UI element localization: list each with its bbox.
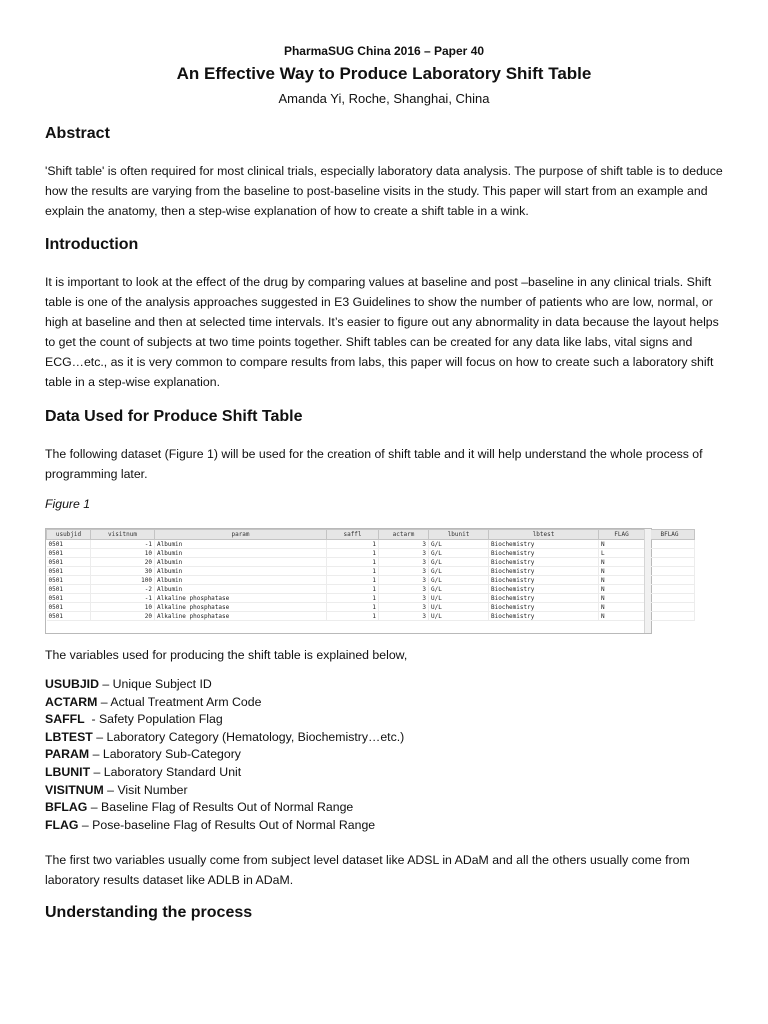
variable-name: ACTARM [45, 694, 98, 709]
variable-description: Actual Treatment Arm Code [110, 694, 262, 709]
table-cell-bflag [645, 567, 695, 576]
table-cell-flag: N [599, 603, 645, 612]
variable-description: Laboratory Standard Unit [103, 764, 242, 779]
table-cell-param: Albumin [155, 567, 327, 576]
table-cell-bflag [645, 549, 695, 558]
variable-item [45, 817, 404, 835]
table-body [47, 540, 695, 621]
introduction-heading: Introduction [45, 236, 139, 253]
table-cell-saffl: 1 [327, 558, 379, 567]
table-row [47, 567, 695, 576]
table-cell-flag: N [599, 612, 645, 621]
table-cell-visitnum: 20 [91, 612, 155, 621]
table-cell-param: Albumin [155, 576, 327, 585]
table-cell-lbunit: U/L [429, 612, 489, 621]
table-cell-param: Albumin [155, 540, 327, 549]
variable-name: LBUNIT [45, 764, 91, 779]
column-header-usubjid: usubjid [47, 530, 91, 540]
table-cell-param: Alkaline phosphatase [155, 603, 327, 612]
table-cell-bflag [645, 594, 695, 603]
table-row [47, 540, 695, 549]
variable-name: VISITNUM [45, 782, 104, 797]
abstract-text: 'Shift table' is often required for most clinical trials, especially laboratory data analysis. The purpose of shift table is to deduce how the results are varying from the baseline to post-baseline visits in the study. This paper will start from an example and explain the anatomy, then a step-wise explanation of how to create a shift table in a wink. [45, 164, 723, 218]
column-header-visitnum: visitnum [91, 530, 155, 540]
table-cell-actarm: 3 [379, 567, 429, 576]
table-cell-lbunit: G/L [429, 549, 489, 558]
table-cell-param: Albumin [155, 558, 327, 567]
table-cell-flag: N [599, 540, 645, 549]
table-cell-lbtest: Biochemistry [489, 549, 599, 558]
variable-item [45, 711, 404, 729]
table-cell-usubjid: 0501 [47, 567, 91, 576]
variable-name: USUBJID [45, 677, 99, 691]
column-header-bflag: BFLAG [645, 530, 695, 540]
table-cell-lbunit: G/L [429, 540, 489, 549]
variables-closing: The first two variables usually come from subject level dataset like ADSL in ADaM and all the others usually come from laboratory results dataset like ADLB in ADaM. [45, 853, 690, 887]
paper-title: An Effective Way to Produce Laboratory Shift Table [176, 64, 592, 83]
table-cell-lbtest: Biochemistry [489, 540, 599, 549]
variable-description: Pose-baseline Flag of Results Out of Normal Range [92, 817, 376, 832]
table-cell-usubjid: 0501 [47, 594, 91, 603]
table-cell-lbunit: G/L [429, 576, 489, 585]
figure-label: Figure 1 [45, 497, 91, 511]
table-cell-bflag [645, 612, 695, 621]
table-cell-lbunit: G/L [429, 558, 489, 567]
table-cell-usubjid: 0501 [47, 549, 91, 558]
table-cell-usubjid: 0501 [47, 540, 91, 549]
table-cell-bflag [645, 558, 695, 567]
table-cell-actarm: 3 [379, 558, 429, 567]
table-cell-visitnum: 20 [91, 558, 155, 567]
table-cell-actarm: 3 [379, 549, 429, 558]
variable-separator: – [78, 817, 93, 832]
column-header-lbunit: lbunit [429, 530, 489, 540]
variable-description: Laboratory Category (Hematology, Biochemistry…etc.) [106, 729, 405, 744]
table-cell-bflag [645, 585, 695, 594]
figure-scrollbar [644, 529, 651, 633]
variable-separator: – [89, 747, 103, 762]
table-cell-lbunit: G/L [429, 585, 489, 594]
variable-item [45, 764, 404, 782]
variable-item [45, 729, 404, 747]
table-cell-usubjid: 0501 [47, 603, 91, 612]
table-cell-actarm: 3 [379, 585, 429, 594]
table-cell-param: Alkaline phosphatase [155, 594, 327, 603]
variable-description: Visit Number [117, 782, 188, 797]
table-cell-visitnum: 100 [91, 576, 155, 585]
table-header-row [47, 530, 695, 540]
variable-description: Unique Subject ID [112, 677, 212, 691]
variables-intro: The variables used for producing the shift table is explained below, [45, 648, 408, 662]
table-cell-visitnum: -1 [91, 540, 155, 549]
table-cell-flag: N [599, 576, 645, 585]
variable-item [45, 746, 404, 764]
table-row [47, 585, 695, 594]
table-row [47, 603, 695, 612]
variable-separator: – [92, 729, 107, 744]
table-cell-param: Albumin [155, 585, 327, 594]
table-cell-saffl: 1 [327, 549, 379, 558]
table-cell-flag: L [599, 549, 645, 558]
table-cell-bflag [645, 576, 695, 585]
author-line: Amanda Yi, Roche, Shanghai, China [278, 91, 490, 106]
table-cell-flag: N [599, 585, 645, 594]
table-cell-saffl: 1 [327, 594, 379, 603]
variable-item [45, 694, 404, 712]
understanding-heading: Understanding the process [45, 904, 253, 921]
column-header-flag: FLAG [599, 530, 645, 540]
table-cell-actarm: 3 [379, 576, 429, 585]
variable-separator: – [90, 764, 104, 779]
variable-item [45, 782, 404, 800]
variable-description: Baseline Flag of Results Out of Normal Range [101, 800, 354, 815]
dataset-figure [45, 528, 679, 634]
table-cell-lbtest: Biochemistry [489, 603, 599, 612]
table-cell-actarm: 3 [379, 540, 429, 549]
table-row [47, 558, 695, 567]
table-cell-param: Alkaline phosphatase [155, 612, 327, 621]
column-header-param: param [155, 530, 327, 540]
table-cell-lbtest: Biochemistry [489, 594, 599, 603]
table-cell-usubjid: 0501 [47, 558, 91, 567]
table-cell-usubjid: 0501 [47, 585, 91, 594]
table-cell-usubjid: 0501 [47, 576, 91, 585]
table-cell-param: Albumin [155, 549, 327, 558]
introduction-text: It is important to look at the effect of the drug by comparing values at baseline and post –baseline in any clinical trials. Shift table is one of the analysis approaches suggested in E3 Guidelines to show the number of patients who are low, normal, or high at baseline and then at selected time intervals. It’s easier to figure out any abnormality in data because the layout helps to get the count of subjects at two time points together. Shift tables can be created for any data like labs, vital signs and ECG…etc., as it is very common to compare results from labs, this paper will focus on how to create such a laboratory shift table in a step-wise explanation. [45, 275, 719, 389]
variable-name: LBTEST [45, 729, 93, 744]
table-cell-lbtest: Biochemistry [489, 576, 599, 585]
column-header-lbtest: lbtest [489, 530, 599, 540]
table-cell-lbtest: Biochemistry [489, 612, 599, 621]
variable-item [45, 799, 404, 817]
table-cell-actarm: 3 [379, 594, 429, 603]
data-used-text: The following dataset (Figure 1) will be used for the creation of shift table and it will help understand the whole process of programming later. [45, 447, 703, 481]
table-row [47, 549, 695, 558]
table-row [47, 612, 695, 621]
table-cell-visitnum: 10 [91, 603, 155, 612]
variable-name: SAFFL [45, 712, 85, 727]
variable-separator: – [87, 800, 102, 815]
table-cell-visitnum: -1 [91, 594, 155, 603]
variable-separator: – [103, 782, 118, 797]
table-cell-saffl: 1 [327, 540, 379, 549]
variable-separator: – [98, 677, 113, 691]
table-row [47, 594, 695, 603]
variable-separator: - [84, 712, 99, 727]
table-cell-flag: N [599, 558, 645, 567]
table-cell-saffl: 1 [327, 612, 379, 621]
variable-description: Safety Population Flag [98, 712, 223, 727]
table-cell-lbunit: G/L [429, 567, 489, 576]
table-cell-flag: N [599, 594, 645, 603]
column-header-saffl: saffl [327, 530, 379, 540]
variable-name: BFLAG [45, 800, 88, 815]
table-cell-lbunit: U/L [429, 603, 489, 612]
variable-description: Laboratory Sub-Category [102, 747, 241, 762]
column-header-actarm: actarm [379, 530, 429, 540]
table-cell-actarm: 3 [379, 603, 429, 612]
table-cell-bflag [645, 540, 695, 549]
variable-item [45, 676, 404, 694]
table-cell-flag: N [599, 567, 645, 576]
table-cell-lbunit: U/L [429, 594, 489, 603]
table-cell-lbtest: Biochemistry [489, 558, 599, 567]
dataset-table [46, 529, 695, 621]
table-row [47, 576, 695, 585]
table-cell-bflag [645, 603, 695, 612]
data-used-heading: Data Used for Produce Shift Table [45, 408, 303, 425]
table-cell-saffl: 1 [327, 567, 379, 576]
table-cell-saffl: 1 [327, 585, 379, 594]
variable-name: FLAG [45, 817, 79, 832]
table-cell-actarm: 3 [379, 612, 429, 621]
variable-separator: – [97, 694, 111, 709]
table-cell-usubjid: 0501 [47, 612, 91, 621]
table-cell-saffl: 1 [327, 576, 379, 585]
table-cell-visitnum: -2 [91, 585, 155, 594]
abstract-heading: Abstract [45, 125, 110, 142]
variable-name: PARAM [45, 747, 90, 762]
conference-label: PharmaSUG China 2016 – Paper 40 [283, 44, 485, 58]
table-cell-lbtest: Biochemistry [489, 567, 599, 576]
table-cell-visitnum: 10 [91, 549, 155, 558]
table-cell-saffl: 1 [327, 603, 379, 612]
table-cell-visitnum: 30 [91, 567, 155, 576]
table-cell-lbtest: Biochemistry [489, 585, 599, 594]
variables-list [45, 676, 404, 834]
